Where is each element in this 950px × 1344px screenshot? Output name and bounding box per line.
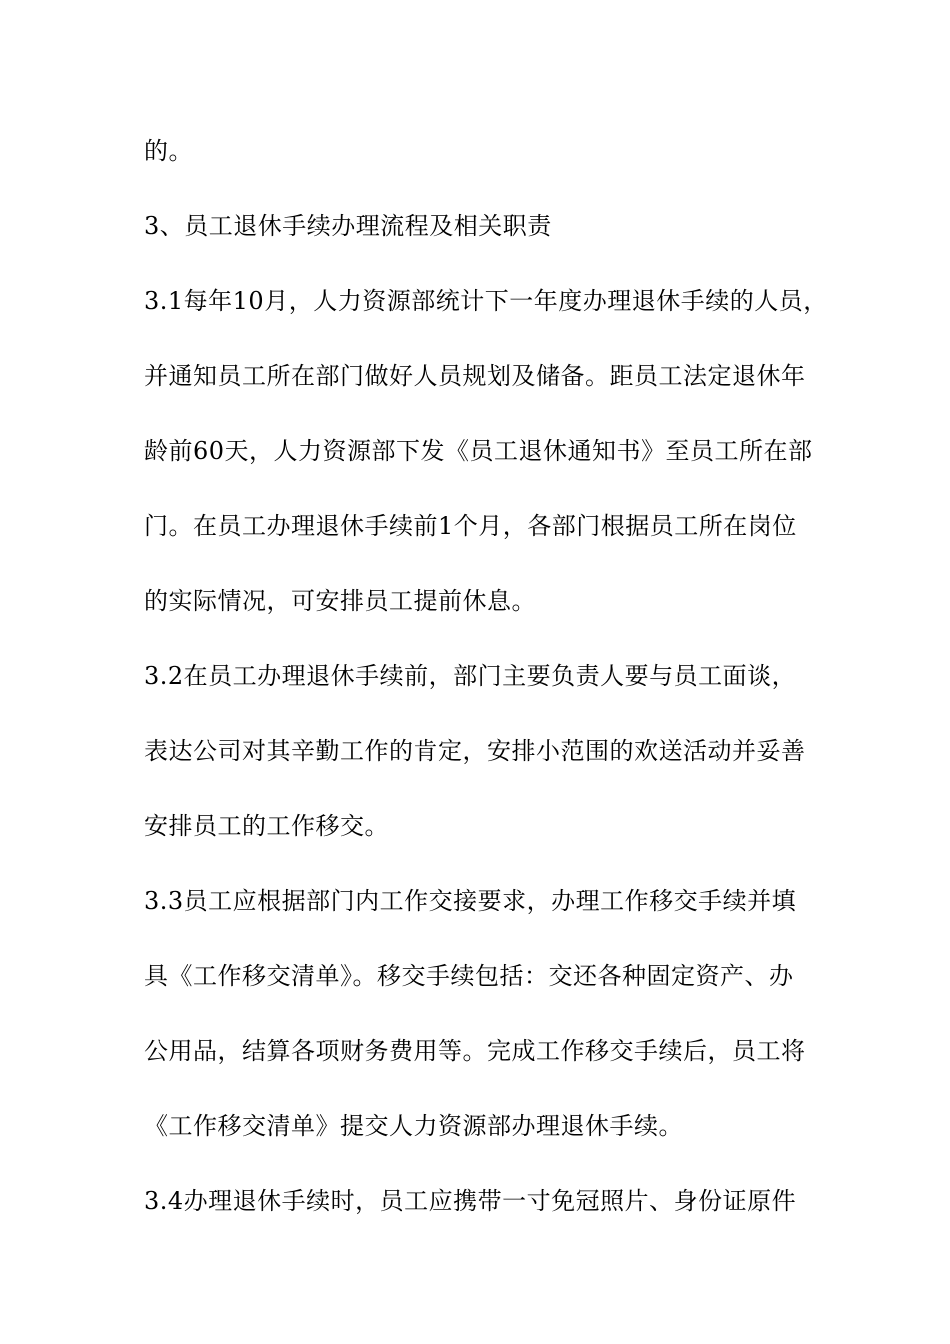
- text-line: 公用品，结算各项财务费用等。完成工作移交手续后，员工将: [144, 1037, 806, 1065]
- text-line: 3.2在员工办理退休手续前，部门主要负责人要与员工面谈，: [144, 662, 797, 690]
- text-line: 3.4办理退休手续时，员工应携带一寸免冠照片、身份证原件: [144, 1187, 797, 1215]
- text-line: 具《工作移交清单》。移交手续包括：交还各种固定资产、办: [144, 962, 794, 990]
- text-line: 《工作移交清单》提交人力资源部办理退休手续。: [144, 1112, 683, 1140]
- text-line: 3.1每年10月，人力资源部统计下一年度办理退休手续的人员，: [144, 287, 828, 315]
- text-line: 的。: [144, 137, 193, 165]
- text-line: 安排员工的工作移交。: [144, 812, 389, 840]
- section-heading: 3、员工退休手续办理流程及相关职责: [144, 212, 552, 240]
- text-line: 门。在员工办理退休手续前1个月，各部门根据员工所在岗位: [144, 512, 797, 540]
- text-line: 并通知员工所在部门做好人员规划及储备。距员工法定退休年: [144, 362, 806, 390]
- text-line: 3.3员工应根据部门内工作交接要求，办理工作移交手续并填: [144, 887, 797, 915]
- text-line: 龄前60天，人力资源部下发《员工退休通知书》至员工所在部: [144, 437, 813, 465]
- text-line: 表达公司对其辛勤工作的肯定，安排小范围的欢送活动并妥善: [144, 737, 806, 765]
- text-line: 的实际情况，可安排员工提前休息。: [144, 587, 536, 615]
